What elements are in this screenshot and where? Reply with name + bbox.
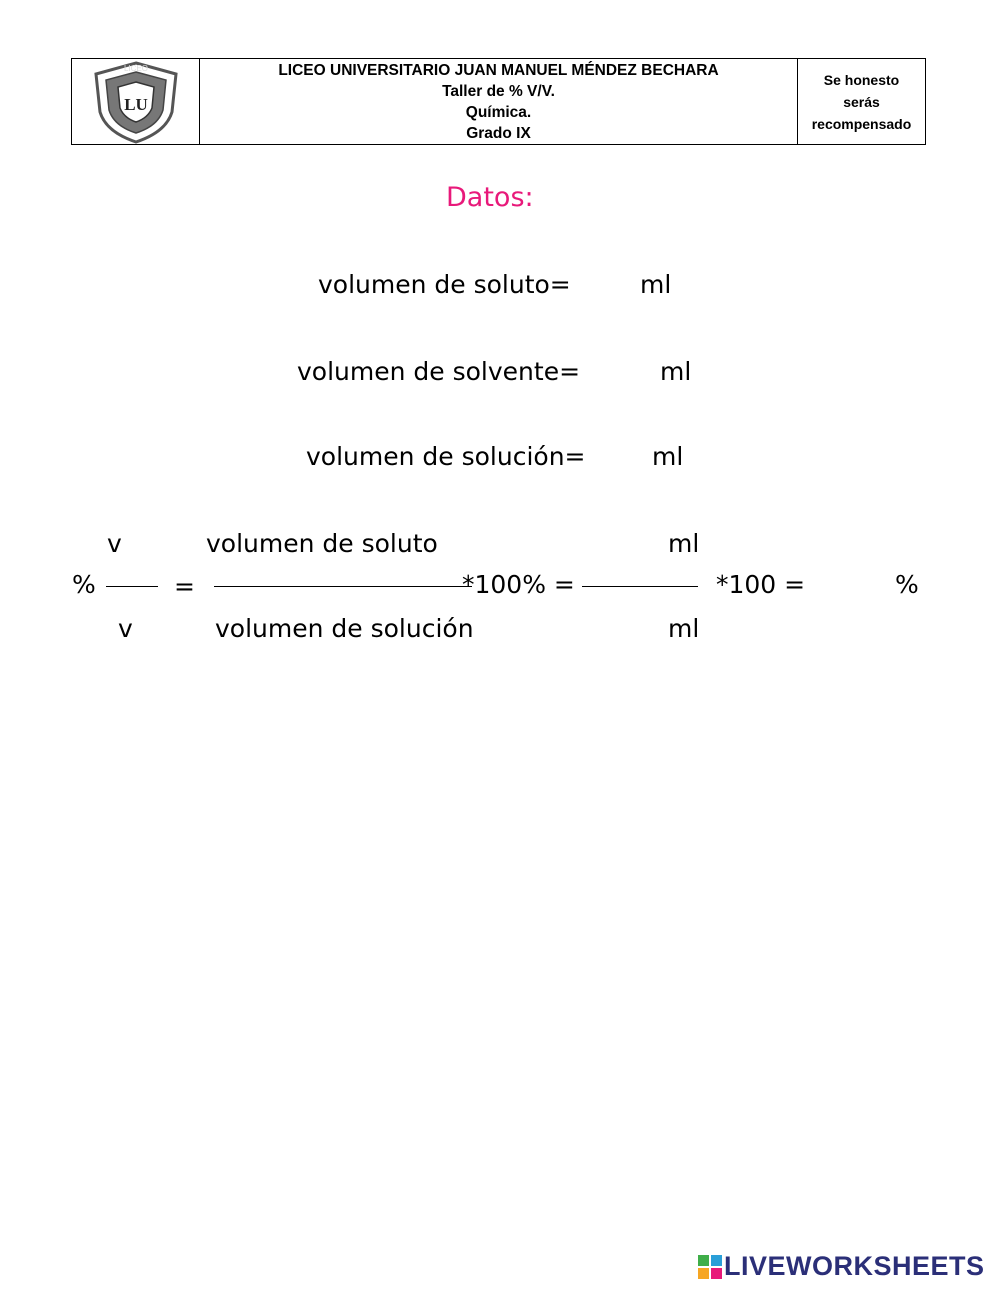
formula-times-100-percent: *100% =	[462, 570, 575, 599]
footer-brand	[698, 1253, 985, 1280]
liveworksheets-icon	[698, 1255, 722, 1279]
brand-name: LIVEWORKSHEETS	[724, 1251, 985, 1281]
formula-denominator: volumen de solución	[215, 614, 474, 643]
section-title: Datos:	[446, 182, 534, 213]
formula-numerator: volumen de soluto	[206, 529, 438, 558]
logo-cell	[72, 59, 200, 144]
motto-line-1: Se honesto	[823, 72, 900, 88]
school-name: LICEO UNIVERSITARIO JUAN MANUEL MÉNDEZ BECHARA	[278, 62, 719, 79]
formula-equals: =	[174, 572, 195, 601]
formula-unit-bottom: ml	[668, 614, 700, 643]
formula-times-100: *100 =	[716, 570, 806, 599]
motto-line-3: recompensado	[811, 116, 912, 132]
solvent-volume-unit: ml	[660, 357, 692, 386]
svg-text:LICEO: LICEO	[123, 63, 148, 73]
solution-volume-unit: ml	[652, 442, 684, 471]
workshop-title: Taller de % V/V.	[442, 83, 555, 100]
svg-text:LU: LU	[123, 94, 148, 114]
formula-unit-top: ml	[668, 529, 700, 558]
subject-name: Química.	[465, 104, 532, 121]
formula-percent-sign: %	[72, 570, 96, 599]
motto-cell	[798, 59, 925, 144]
motto-line-2: serás	[843, 94, 880, 110]
grade-label: Grado IX	[466, 125, 531, 142]
title-cell	[200, 59, 798, 144]
vv-fraction-line	[106, 586, 158, 587]
formula-v-bottom: v	[118, 614, 133, 643]
solute-volume-label: volumen de soluto=	[318, 270, 571, 299]
header-table	[71, 58, 926, 145]
solution-volume-label: volumen de solución=	[306, 442, 586, 471]
formula-v-top: v	[107, 529, 122, 558]
solute-volume-unit: ml	[640, 270, 672, 299]
formula-result-percent: %	[895, 570, 919, 599]
volume-fraction-line	[214, 586, 472, 587]
ml-fraction-line	[582, 586, 698, 587]
solvent-volume-label: volumen de solvente=	[297, 357, 581, 386]
school-crest-icon	[90, 60, 182, 144]
